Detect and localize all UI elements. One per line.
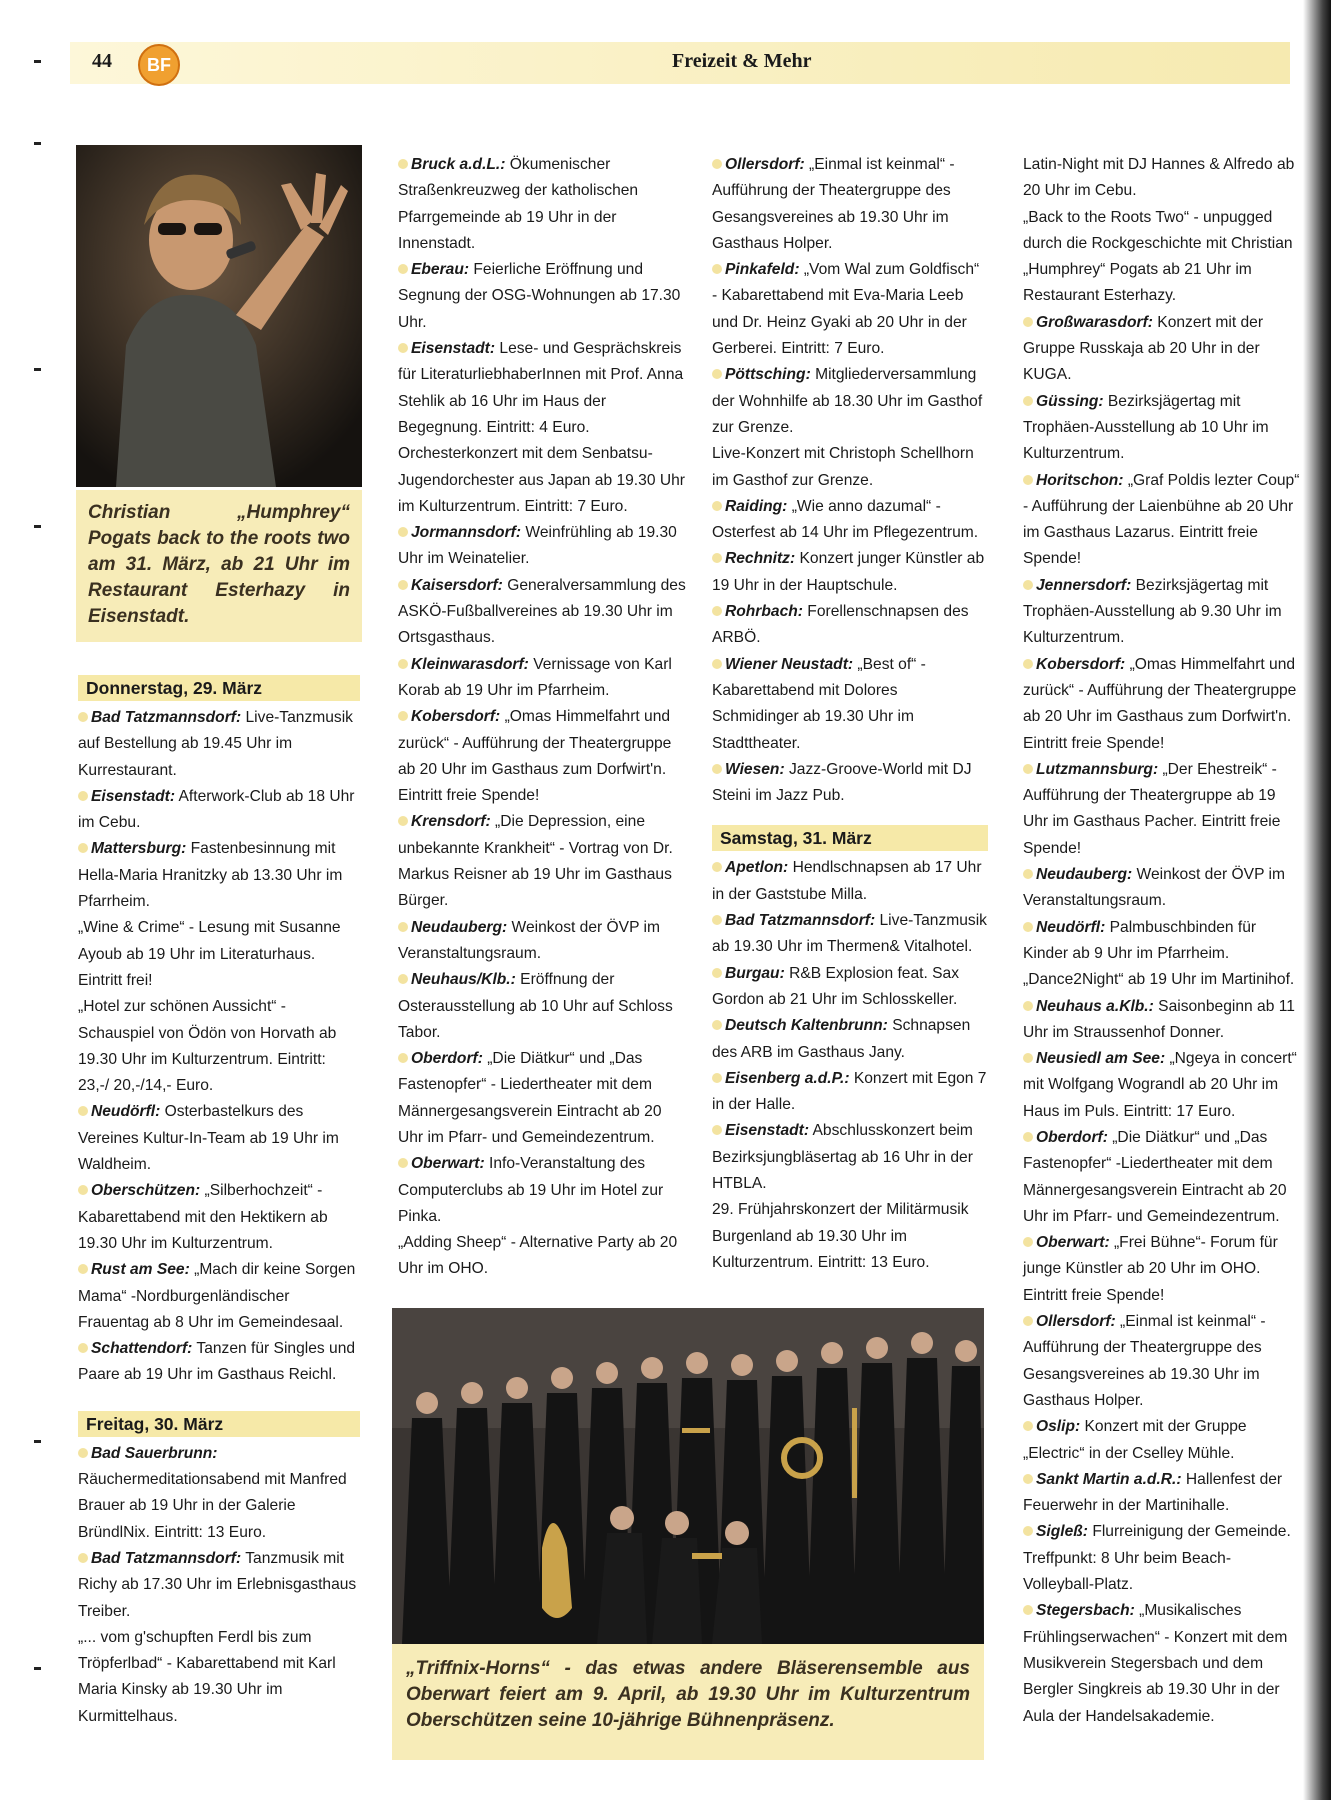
bf-logo: BF bbox=[138, 44, 180, 86]
event-description: Bezirksjägertag mit Trophäen-Ausstellung ab 10 Uhr im Kulturzentrum. bbox=[1023, 392, 1269, 463]
event-location: Jennersdorf: bbox=[1036, 576, 1132, 594]
event-location: Oberdorf: bbox=[411, 1050, 483, 1068]
event-location: Neudauberg: bbox=[411, 918, 508, 936]
event-description: „Dance2Night“ ab 19 Uhr im Martinihof. bbox=[1023, 971, 1295, 989]
event-location: Großwarasdorf: bbox=[1036, 313, 1153, 331]
event-location: Neuhaus/Klb.: bbox=[411, 971, 516, 989]
event-description: Lese- und Gesprächskreis für LiteraturliebhaberInnen mit Prof. Anna Stehlik ab 16 Uhr im Haus der Begegnung. Eintritt: 4 Euro. bbox=[398, 340, 684, 436]
event-item bbox=[712, 1118, 988, 1197]
event-item bbox=[1023, 1125, 1301, 1230]
event-description: „Graf Poldis lezter Coup“ - Aufführung der Laienbühne ab 20 Uhr im Gasthaus Lazarus. Eintritt freie Spende! bbox=[1023, 471, 1300, 568]
event-description: Weinkost der ÖVP im Veranstaltungsraum. bbox=[398, 918, 660, 962]
event-location: Sigleß: bbox=[1036, 1523, 1088, 1541]
event-description: Konzert mit der Gruppe „Electric“ in der Cselley Mühle. bbox=[1023, 1418, 1247, 1462]
event-item bbox=[1023, 1046, 1301, 1125]
event-item bbox=[398, 257, 686, 336]
event-location: Pöttsching: bbox=[725, 366, 811, 384]
event-description: „Die Depression, eine unbekannte Krankheit“ - Vortrag von Dr. Markus Reisner ab 19 Uhr im Gasthaus Bürger. bbox=[398, 813, 673, 910]
event-item bbox=[1023, 1598, 1301, 1729]
bullet-icon bbox=[78, 1553, 88, 1563]
event-location: Ollersdorf: bbox=[725, 156, 805, 173]
event-item bbox=[712, 1197, 988, 1276]
event-item bbox=[78, 1336, 360, 1389]
event-description: Latin-Night mit DJ Hannes & Alfredo ab 20 Uhr im Cebu. bbox=[1023, 156, 1295, 200]
event-location: Mattersburg: bbox=[91, 840, 187, 858]
event-item bbox=[78, 1257, 360, 1336]
event-description: Weinkost der ÖVP im Veranstaltungsraum. bbox=[1023, 866, 1285, 910]
event-item bbox=[712, 908, 988, 961]
event-location: Neudörfl: bbox=[1036, 918, 1106, 936]
event-description: Fastenbesinnung mit Hella-Maria Hranitzky ab 13.30 Uhr im Pfarrheim. bbox=[78, 840, 343, 911]
bullet-icon bbox=[78, 1448, 88, 1458]
event-item bbox=[398, 573, 686, 652]
event-description: Live-Tanzmusik auf Bestellung ab 19.45 Uhr im Kurrestaurant. bbox=[78, 709, 353, 779]
margin-mark bbox=[34, 60, 41, 63]
event-description: Orchesterkonzert mit dem Senbatsu-Jugendorchester aus Japan ab 19.30 Uhr im Kulturzentrum. Eintritt: 7 Euro. bbox=[398, 445, 685, 515]
event-description: Mitgliederversammlung der Wohnhilfe ab 18.30 Uhr im Gasthof zur Grenze. bbox=[712, 366, 983, 436]
event-item bbox=[1023, 1309, 1301, 1414]
event-item bbox=[78, 1546, 360, 1625]
event-location: Krensdorf: bbox=[411, 813, 491, 831]
event-item bbox=[1023, 862, 1301, 915]
event-item bbox=[1023, 994, 1301, 1047]
event-item bbox=[712, 362, 988, 441]
event-item bbox=[78, 705, 360, 784]
event-description: „Ngeya in concert“ mit Wolfgang Wograndl ab 20 Uhr im Haus im Puls. Eintritt: 17 Euro. bbox=[1023, 1050, 1297, 1120]
event-item bbox=[398, 441, 686, 520]
event-description: „Einmal ist keinmal“ - Aufführung der Theatergruppe des Gesangsvereines ab 19.30 Uhr im Gasthaus Holper. bbox=[712, 156, 955, 252]
bullet-icon bbox=[712, 659, 722, 669]
event-description: Tanzen für Singles und Paare ab 19 Uhr im Gasthaus Reichl. bbox=[78, 1340, 356, 1384]
bullet-icon bbox=[712, 606, 722, 616]
event-location: Neudörfl: bbox=[91, 1103, 161, 1121]
margin-mark bbox=[34, 368, 41, 371]
event-location: Lutzmannsburg: bbox=[1036, 760, 1159, 778]
event-description: Konzert mit der Gruppe Russkaja ab 20 Uhr in der KUGA. bbox=[1023, 313, 1264, 384]
event-list-friday-cont bbox=[398, 152, 686, 1283]
bullet-icon bbox=[712, 1020, 722, 1030]
event-item bbox=[398, 915, 686, 968]
event-location: Apetlon: bbox=[725, 859, 789, 877]
event-list-saturday-cont bbox=[1023, 152, 1301, 1730]
event-description: „Hotel zur schönen Aussicht“ - Schauspiel von Ödön von Horvath ab 19.30 Uhr im Kulturzentrum. Eintritt: 23,-/ 20,-/14,- Euro. bbox=[78, 998, 337, 1095]
event-description: Eröffnung der Osterausstellung ab 10 Uhr auf Schloss Tabor. bbox=[398, 971, 673, 1041]
event-description: Live-Konzert mit Christoph Schellhorn im Gasthof zur Grenze. bbox=[712, 445, 974, 489]
event-description: Forellenschnapsen des ARBÖ. bbox=[712, 603, 969, 647]
event-description: Osterbastelkurs des Vereines Kultur-In-Team ab 19 Uhr im Waldheim. bbox=[78, 1103, 339, 1174]
bullet-icon bbox=[1023, 922, 1033, 932]
event-location: Oslip: bbox=[1036, 1418, 1081, 1436]
bullet-icon bbox=[398, 659, 408, 669]
event-location: Stegersbach: bbox=[1036, 1602, 1135, 1620]
event-item bbox=[712, 494, 988, 547]
event-location: Kobersdorf: bbox=[411, 708, 501, 726]
caption-text: „Triffnix-Horns“ - das etwas andere Bläserensemble aus Oberwart feiert am 9. April, ab 19.30 Uhr im Kulturzentrum Oberschützen seine 10-jährige Bühnenpräsenz. bbox=[406, 1658, 970, 1731]
event-description: Bezirksjägertag mit Trophäen-Ausstellung ab 9.30 Uhr im Kulturzentrum. bbox=[1023, 576, 1282, 647]
day-heading-thursday: Donnerstag, 29. März bbox=[78, 675, 360, 701]
bullet-icon bbox=[712, 553, 722, 563]
event-item bbox=[1023, 915, 1301, 968]
section-title: Freizeit & Mehr bbox=[672, 50, 812, 72]
event-location: Raiding: bbox=[725, 497, 788, 515]
bullet-icon bbox=[1023, 1001, 1033, 1011]
event-item bbox=[712, 152, 988, 257]
event-location: Güssing: bbox=[1036, 392, 1104, 410]
events-column-2 bbox=[398, 152, 686, 1283]
page-number: 44 bbox=[92, 50, 112, 72]
bullet-icon bbox=[712, 1125, 722, 1135]
bullet-icon bbox=[78, 1185, 88, 1195]
event-location: Wiener Neustadt: bbox=[725, 655, 854, 673]
event-description: „Silberhochzeit“ - Kabarettabend mit den Hektikern ab 19.30 Uhr im Kulturzentrum. bbox=[78, 1182, 328, 1252]
event-item bbox=[712, 599, 988, 652]
event-description: Generalversammlung des ASKÖ-Fußballvereines ab 19.30 Uhr im Ortsgasthaus. bbox=[398, 576, 686, 647]
event-item bbox=[1023, 205, 1301, 310]
event-description: „Vom Wal zum Goldfisch“ - Kabarettabend mit Eva-Maria Leeb und Dr. Heinz Gyaki ab 20 Uhr in der Gerberei. Eintritt: 7 Euro. bbox=[712, 261, 980, 358]
event-description: 29. Frühjahrskonzert der Militärmusik Burgenland ab 19.30 Uhr im Kulturzentrum. Eintritt: 13 Euro. bbox=[712, 1201, 969, 1271]
bullet-icon bbox=[1023, 1605, 1033, 1615]
events-column-4 bbox=[1023, 152, 1301, 1730]
page-edge-shadow bbox=[1303, 0, 1331, 1800]
event-item bbox=[1023, 1414, 1301, 1467]
bullet-icon bbox=[78, 843, 88, 853]
day-heading-saturday: Samstag, 31. März bbox=[712, 825, 988, 851]
event-item bbox=[712, 1013, 988, 1066]
event-location: Eberau: bbox=[411, 261, 470, 279]
event-item bbox=[398, 152, 686, 257]
event-description: „Der Ehestreik“ - Aufführung der Theatergruppe ab 19 Uhr im Gasthaus Pacher. Eintritt freie Spende! bbox=[1023, 760, 1281, 857]
event-item bbox=[398, 1046, 686, 1151]
events-column-1 bbox=[78, 675, 360, 1730]
bullet-icon bbox=[398, 1053, 408, 1063]
bullet-icon bbox=[1023, 1474, 1033, 1484]
event-item bbox=[712, 961, 988, 1014]
event-location: Bad Tatzmannsdorf: bbox=[91, 709, 242, 726]
event-item bbox=[712, 855, 988, 908]
event-item bbox=[712, 546, 988, 599]
event-location: Schattendorf: bbox=[91, 1340, 193, 1358]
event-description: „Frei Bühne“- Forum für junge Künstler ab 20 Uhr im OHO. Eintritt freie Spende! bbox=[1023, 1234, 1278, 1304]
event-description: „Wine & Crime“ - Lesung mit Susanne Ayoub ab 19 Uhr im Literaturhaus. Eintritt frei! bbox=[78, 919, 341, 989]
event-item bbox=[712, 1066, 988, 1119]
brass-ensemble-photo bbox=[392, 1308, 984, 1644]
bullet-icon bbox=[712, 1073, 722, 1083]
event-item bbox=[1023, 152, 1301, 205]
event-description: Info-Veranstaltung des Computerclubs ab 19 Uhr im Hotel zur Pinka. bbox=[398, 1155, 664, 1225]
bullet-icon bbox=[1023, 1526, 1033, 1536]
margin-mark bbox=[34, 142, 41, 145]
bullet-icon bbox=[398, 159, 408, 169]
bullet-icon bbox=[398, 527, 408, 537]
bullet-icon bbox=[712, 369, 722, 379]
bullet-icon bbox=[712, 862, 722, 872]
day-heading-friday: Freitag, 30. März bbox=[78, 1411, 360, 1437]
event-location: Rust am See: bbox=[91, 1261, 190, 1279]
bullet-icon bbox=[1023, 869, 1033, 879]
event-location: Kleinwarasdorf: bbox=[411, 655, 529, 673]
event-location: Eisenstadt: bbox=[91, 787, 176, 805]
event-description: „Musikalisches Frühlingserwachen“ - Konzert mit dem Musikverein Stegersbach und dem Bergler Singkreis ab 19.30 Uhr in der Aula der Handelsakademie. bbox=[1023, 1602, 1288, 1725]
bullet-icon bbox=[1023, 764, 1033, 774]
event-item bbox=[712, 257, 988, 362]
bullet-icon bbox=[398, 580, 408, 590]
bullet-icon bbox=[1023, 1421, 1033, 1431]
event-location: Bruck a.d.L.: bbox=[411, 156, 506, 173]
event-location: Burgau: bbox=[725, 964, 785, 982]
event-location: Rechnitz: bbox=[725, 550, 796, 568]
event-description: „Omas Himmelfahrt und zurück“ - Aufführung der Theatergruppe ab 20 Uhr im Gasthaus zum Dorfwirt'n. Eintritt freie Spende! bbox=[398, 708, 672, 805]
event-description: Palmbuschbinden für Kinder ab 9 Uhr im Pfarrheim. bbox=[1023, 918, 1257, 962]
event-location: Oberdorf: bbox=[1036, 1128, 1108, 1146]
event-item bbox=[1023, 1519, 1301, 1598]
event-location: Eisenberg a.d.P.: bbox=[725, 1069, 850, 1087]
bullet-icon bbox=[1023, 475, 1033, 485]
event-item bbox=[78, 1441, 360, 1546]
event-item bbox=[1023, 468, 1301, 573]
bullet-icon bbox=[78, 712, 88, 722]
event-item bbox=[1023, 757, 1301, 862]
bullet-icon bbox=[712, 968, 722, 978]
event-location: Horitschon: bbox=[1036, 471, 1124, 489]
event-location: Sankt Martin a.d.R.: bbox=[1036, 1470, 1182, 1488]
event-location: Oberschützen: bbox=[91, 1182, 201, 1200]
event-item bbox=[78, 915, 360, 994]
margin-mark bbox=[34, 525, 41, 528]
event-location: Oberwart: bbox=[1036, 1234, 1110, 1252]
bullet-icon bbox=[712, 915, 722, 925]
caption-text: Christian „Humphrey“ Pogats back to the roots two am 31. März, ab 21 Uhr im Restaurant Esterhazy in Eisenstadt. bbox=[88, 502, 350, 627]
event-location: Bad Tatzmannsdorf: bbox=[725, 912, 876, 930]
bullet-icon bbox=[78, 791, 88, 801]
bullet-icon bbox=[712, 159, 722, 169]
event-description: Schnapsen des ARB im Gasthaus Jany. bbox=[712, 1017, 971, 1061]
event-location: Rohrbach: bbox=[725, 603, 803, 621]
event-list-thursday bbox=[78, 705, 360, 1389]
bullet-icon bbox=[398, 816, 408, 826]
events-column-3 bbox=[712, 152, 988, 1276]
event-item bbox=[398, 336, 686, 441]
event-description: Konzert junger Künstler ab 19 Uhr in der Hauptschule. bbox=[712, 550, 985, 594]
event-description: Hallenfest der Feuerwehr in der Martinihalle. bbox=[1023, 1470, 1283, 1515]
event-description: R&B Explosion feat. Sax Gordon ab 21 Uhr im Schlosskeller. bbox=[712, 964, 960, 1008]
event-item bbox=[78, 1625, 360, 1730]
margin-mark bbox=[34, 1667, 41, 1670]
event-location: Wiesen: bbox=[725, 760, 785, 778]
event-item bbox=[1023, 389, 1301, 468]
event-description: „Wie anno dazumal“ - Osterfest ab 14 Uhr im Pflegezentrum. bbox=[712, 497, 979, 542]
event-item bbox=[1023, 310, 1301, 389]
event-description: „Best of“ - Kabarettabend mit Dolores Schmidinger ab 19.30 Uhr im Stadttheater. bbox=[712, 655, 926, 752]
bullet-icon bbox=[398, 922, 408, 932]
event-location: Neudauberg: bbox=[1036, 866, 1133, 884]
event-list-friday-cont2 bbox=[712, 152, 988, 809]
bullet-icon bbox=[1023, 580, 1033, 590]
bullet-icon bbox=[1023, 317, 1033, 327]
bullet-icon bbox=[712, 764, 722, 774]
bullet-icon bbox=[398, 264, 408, 274]
event-description: „Back to the Roots Two“ - unpugged durch die Rockgeschichte mit Christian „Humphrey“ Pogats ab 21 Uhr im Restaurant Esterhazy. bbox=[1023, 208, 1293, 305]
event-item bbox=[712, 757, 988, 810]
bullet-icon bbox=[1023, 659, 1033, 669]
event-item bbox=[1023, 652, 1301, 757]
event-item bbox=[78, 784, 360, 837]
event-list-saturday bbox=[712, 855, 988, 1276]
event-location: Bad Sauerbrunn: bbox=[91, 1444, 218, 1462]
event-item bbox=[1023, 967, 1301, 993]
event-location: Neusiedl am See: bbox=[1036, 1050, 1166, 1068]
margin-mark bbox=[34, 1440, 41, 1443]
event-item bbox=[78, 1099, 360, 1178]
event-description: „Adding Sheep“ - Alternative Party ab 20 Uhr im OHO. bbox=[398, 1234, 678, 1278]
event-location: Neuhaus a.Klb.: bbox=[1036, 997, 1154, 1015]
event-description: „Die Diätkur“ und „Das Fastenopfer“ -Liedertheater mit dem Männergesangsverein Eintracht ab 20 Uhr im Pfarr- und Gemeindezentrum. bbox=[1023, 1128, 1287, 1225]
event-description: Konzert mit Egon 7 in der Halle. bbox=[712, 1069, 987, 1114]
event-description: Live-Tanzmusik ab 19.30 Uhr im Thermen& Vitalhotel. bbox=[712, 912, 987, 956]
event-description: Hendlschnapsen ab 17 Uhr in der Gaststube Milla. bbox=[712, 859, 982, 903]
event-location: Eisenstadt: bbox=[725, 1122, 810, 1140]
event-item bbox=[398, 1230, 686, 1283]
bullet-icon bbox=[398, 711, 408, 721]
event-item bbox=[398, 652, 686, 705]
event-location: Jormannsdorf: bbox=[411, 524, 522, 542]
brass-ensemble-caption bbox=[392, 1644, 984, 1760]
event-location: Eisenstadt: bbox=[411, 340, 496, 358]
bullet-icon bbox=[398, 343, 408, 353]
bullet-icon bbox=[1023, 1132, 1033, 1142]
event-description: Feierliche Eröffnung und Segnung der OSG-Wohnungen ab 17.30 Uhr. bbox=[398, 261, 681, 331]
event-item bbox=[712, 652, 988, 757]
event-list-friday bbox=[78, 1441, 360, 1730]
bullet-icon bbox=[1023, 1237, 1033, 1247]
event-location: Bad Tatzmannsdorf: bbox=[91, 1549, 242, 1567]
event-item bbox=[398, 1151, 686, 1230]
bullet-icon bbox=[712, 501, 722, 511]
bullet-icon bbox=[398, 974, 408, 984]
event-location: Kaisersdorf: bbox=[411, 576, 503, 594]
event-description: Weinfrühling ab 19.30 Uhr im Weinatelier. bbox=[398, 524, 677, 568]
event-location: Pinkafeld: bbox=[725, 261, 800, 279]
event-description: „Einmal ist keinmal“ - Aufführung der Theatergruppe des Gesangsvereines ab 19.30 Uhr im Gasthaus Holper. bbox=[1023, 1313, 1266, 1409]
event-description: Flurreinigung der Gemeinde. Treffpunkt: 8 Uhr beim Beach-Volleyball-Platz. bbox=[1023, 1523, 1291, 1594]
bullet-icon bbox=[1023, 1053, 1033, 1063]
event-description: Afterwork-Club ab 18 Uhr im Cebu. bbox=[78, 787, 355, 832]
singer-photo bbox=[76, 145, 362, 487]
event-item bbox=[398, 809, 686, 914]
bullet-icon bbox=[1023, 396, 1033, 406]
event-item bbox=[78, 994, 360, 1099]
event-item bbox=[398, 967, 686, 1046]
event-location: Deutsch Kaltenbrunn: bbox=[725, 1017, 888, 1035]
bullet-icon bbox=[78, 1106, 88, 1116]
event-item bbox=[1023, 1230, 1301, 1309]
event-description: Räuchermeditationsabend mit Manfred Brauer ab 19 Uhr in der Galerie BründlNix. Eintritt: 13 Euro. bbox=[78, 1471, 347, 1541]
event-description: „... vom g'schupften Ferdl bis zum Tröpferlbad“ - Kabarettabend mit Karl Maria Kinsky ab 19.30 Uhr im Kurmittelhaus. bbox=[78, 1628, 336, 1725]
bullet-icon bbox=[78, 1343, 88, 1353]
event-location: Ollersdorf: bbox=[1036, 1313, 1116, 1331]
event-item bbox=[78, 1178, 360, 1257]
event-description: „Die Diätkur“ und „Das Fastenopfer“ - Liedertheater mit dem Männergesangsverein Eintracht ab 20 Uhr im Pfarr- und Gemeindezentrum. bbox=[398, 1050, 662, 1146]
event-description: Saisonbeginn ab 11 Uhr im Straussenhof Donner. bbox=[1023, 997, 1295, 1041]
event-description: Ökumenischer Straßenkreuzweg der katholischen Pfarrgemeinde ab 19 Uhr in der Innenstadt. bbox=[398, 156, 639, 252]
singer-photo-caption bbox=[76, 490, 362, 642]
event-item bbox=[1023, 573, 1301, 652]
event-description: Tanzmusik mit Richy ab 17.30 Uhr im Erlebnisgasthaus Treiber. bbox=[78, 1549, 357, 1620]
event-description: Abschlusskonzert beim Bezirksjungbläsertag ab 16 Uhr in der HTBLA. bbox=[712, 1122, 973, 1192]
event-item bbox=[398, 704, 686, 809]
event-item bbox=[1023, 1467, 1301, 1520]
event-description: „Mach dir keine Sorgen Mama“ -Nordburgenländischer Frauentag ab 8 Uhr im Gemeindesaal. bbox=[78, 1261, 356, 1331]
event-item bbox=[78, 836, 360, 915]
event-location: Oberwart: bbox=[411, 1155, 485, 1173]
bullet-icon bbox=[712, 264, 722, 274]
event-item bbox=[712, 441, 988, 494]
event-description: „Omas Himmelfahrt und zurück“ - Aufführung der Theatergruppe ab 20 Uhr im Gasthaus zum Dorfwirt'n. Eintritt freie Spende! bbox=[1023, 655, 1297, 752]
bullet-icon bbox=[1023, 1316, 1033, 1326]
event-description: Vernissage von Karl Korab ab 19 Uhr im Pfarrheim. bbox=[398, 655, 672, 699]
bullet-icon bbox=[398, 1158, 408, 1168]
event-description: Jazz-Groove-World mit DJ Steini im Jazz Pub. bbox=[712, 760, 972, 805]
bullet-icon bbox=[78, 1264, 88, 1274]
event-location: Kobersdorf: bbox=[1036, 655, 1126, 673]
event-item bbox=[398, 520, 686, 573]
